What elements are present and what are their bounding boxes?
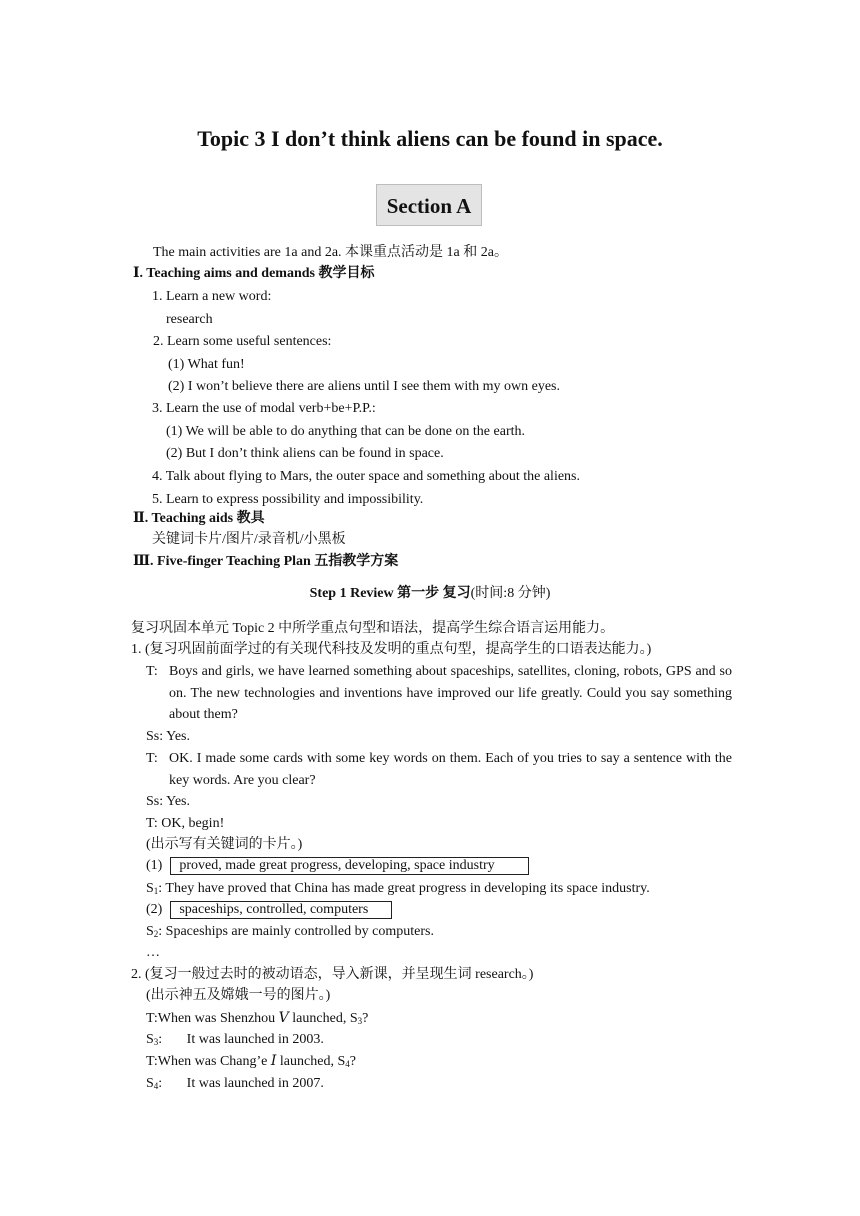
student-2-line: $S_2$: Spaceships are mainly controlled by computers. (146, 924, 434, 939)
card-1-row (146, 857, 529, 875)
teacher-line-2: OK. I made some cards with some key words on them. Each of you tries to say a sentence with the key words. Are you clear? (169, 751, 732, 788)
teacher-question-2: T:When was Chang’e Ⅰ launched, $S_4$? (146, 1054, 356, 1069)
document-title: Topic 3 I don’t think aliens can be found in space. (197, 126, 663, 151)
keyword-card-1: proved, made great progress, developing, space industry (170, 857, 529, 875)
part-1-note: 1. (复习巩固前面学过的有关现代科技及发明的重点句型，提高学生的口语表达能力。) (131, 642, 652, 657)
card-2-number: (2) (146, 902, 163, 917)
students-reply-1: Ss: Yes. (146, 729, 190, 744)
students-reply-2: Ss: Yes. (146, 794, 190, 809)
step-1-title: Step 1 Review 第一步 复习 (309, 586, 471, 601)
aim-3: 3. Learn the use of modal verb+be+P.P.: (152, 401, 376, 416)
heading-teaching-plan: Ⅲ. Five-finger Teaching Plan 五指教学方案 (133, 554, 399, 569)
step-1-time: (时间:8 分钟) (470, 586, 551, 601)
aim-1-word: research (166, 312, 213, 327)
aim-5: 5. Learn to express possibility and impossibility. (152, 492, 424, 507)
student-4-answer: $S_4$: It was launched in 2007. (146, 1076, 324, 1091)
teacher-line-3: T: OK, begin! (146, 816, 225, 831)
teacher-line-1: Boys and girls, we have learned something about spaceships, satellites, cloning, robots, GPS and so on. The new technologies and inventions have improved our life greatly. Could you say something about them? (169, 664, 732, 722)
card-1-number: (1) (146, 858, 163, 873)
aim-2-sentence-2: (2) I won’t believe there are aliens until I see them with my own eyes. (168, 379, 561, 394)
step-1-heading (0, 585, 860, 603)
show-pictures-note: (出示神五及嫦娥一号的图片。) (146, 988, 331, 1003)
show-cards-note: (出示写有关键词的卡片。) (146, 837, 303, 852)
teaching-aids-list: 关键词卡片/图片/录音机/小黑板 (152, 532, 346, 547)
aim-4: 4. Talk about flying to Mars, the outer space and something about the aliens. (152, 469, 580, 484)
teacher-label-1: T: (146, 664, 158, 679)
heading-teaching-aids: Ⅱ. Teaching aids 教具 (133, 511, 265, 526)
keyword-card-2: spaceships, controlled, computers (170, 901, 392, 919)
student-1-line: $S_1$: They have proved that China has made great progress in developing its space industry. (146, 881, 650, 896)
aim-2: 2. Learn some useful sentences: (153, 334, 332, 349)
teacher-question-1: T:When was Shenzhou Ⅴ launched, $S_3$? (146, 1011, 369, 1026)
section-heading: Section A (376, 184, 482, 226)
aim-3-sentence-1: (1) We will be able to do anything that can be done on the earth. (166, 424, 526, 439)
aim-1: 1. Learn a new word: (152, 289, 272, 304)
card-2-row (146, 901, 392, 919)
heading-teaching-aims: Ⅰ. Teaching aims and demands 教学目标 (133, 266, 375, 281)
aim-3-sentence-2: (2) But I don’t think aliens can be found in space. (166, 446, 444, 461)
intro-line: The main activities are 1a and 2a. 本课重点活动是 1a 和 2a。 (153, 245, 508, 260)
aim-2-sentence-1: (1) What fun! (168, 357, 245, 372)
ellipsis: … (146, 945, 160, 960)
student-3-answer: $S_3$: It was launched in 2003. (146, 1032, 324, 1047)
step-1-description: 复习巩固本单元 Topic 2 中所学重点句型和语法，提高学生综合语言运用能力。 (131, 621, 615, 636)
teacher-label-2: T: (146, 751, 158, 766)
part-2-note: 2. (复习一般过去时的被动语态，导入新课，并呈现生词 research。) (131, 967, 534, 982)
